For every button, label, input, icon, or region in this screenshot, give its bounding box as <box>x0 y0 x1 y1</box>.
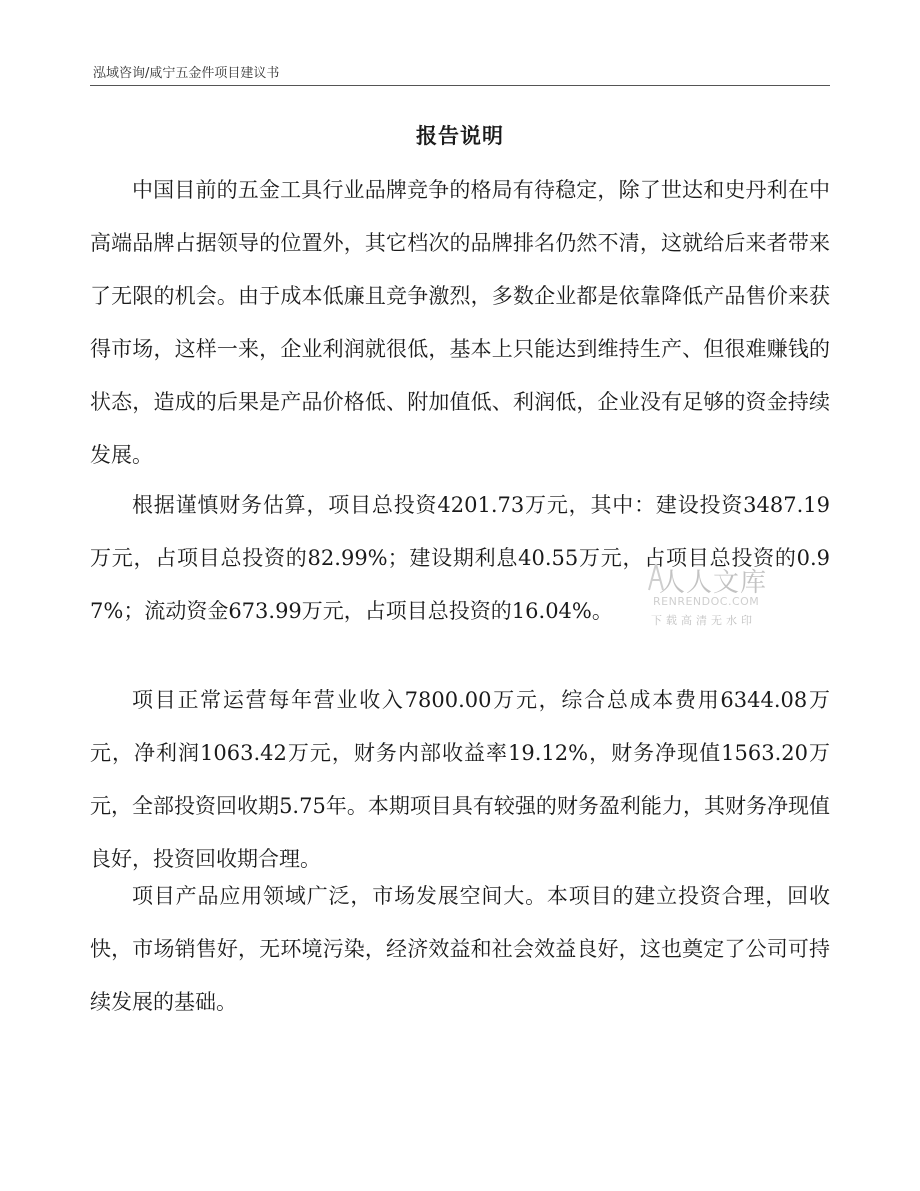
paragraph-revenue: 项目正常运营每年营业收入7800.00万元，综合总成本费用6344.08万元，净利润1063.42万元，财务内部收益率19.12%，财务净现值1563.20万元，全部投资回收期5.75年。本期项目具有较强的财务盈利能力，其财务净现值良好，投资回收期合理。 <box>90 688 830 871</box>
paragraph-industry: 中国目前的五金工具行业品牌竞争的格局有待稳定，除了世达和史丹利在中高端品牌占据领导的位置外，其它档次的品牌排名仍然不清，这就给后来者带来了无限的机会。由于成本低廉且竞争激烈，多数企业都是依靠降低产品售价来获得市场，这样一来，企业利润就很低，基本上只能达到维持生产、但很难赚钱的状态，造成的后果是产品价格低、附加值低、利润低，企业没有足够的资金持续发展。 <box>90 178 830 467</box>
page-title: 报告说明 <box>416 124 504 148</box>
watermark-title: 人人文库 <box>659 568 768 598</box>
paragraph-investment: 根据谨慎财务估算，项目总投资4201.73万元，其中：建设投资3487.19万元，占项目总投资的82.99%；建设期利息40.55万元，占项目总投资的0.97%；流动资金673.99万元，占项目总投资的16.04%。 <box>90 493 830 623</box>
document-header: 泓域咨询/咸宁五金件项目建议书 <box>93 66 280 81</box>
watermark-url: RENRENDOC.COM <box>653 595 760 608</box>
header-divider <box>90 85 830 86</box>
watermark-subtitle: 下载高清无水印 <box>651 614 756 627</box>
paragraph-conclusion: 项目产品应用领域广泛，市场发展空间大。本项目的建立投资合理，回收快，市场销售好，无环境污染，经济效益和社会效益良好，这也奠定了公司可持续发展的基础。 <box>90 884 830 1014</box>
